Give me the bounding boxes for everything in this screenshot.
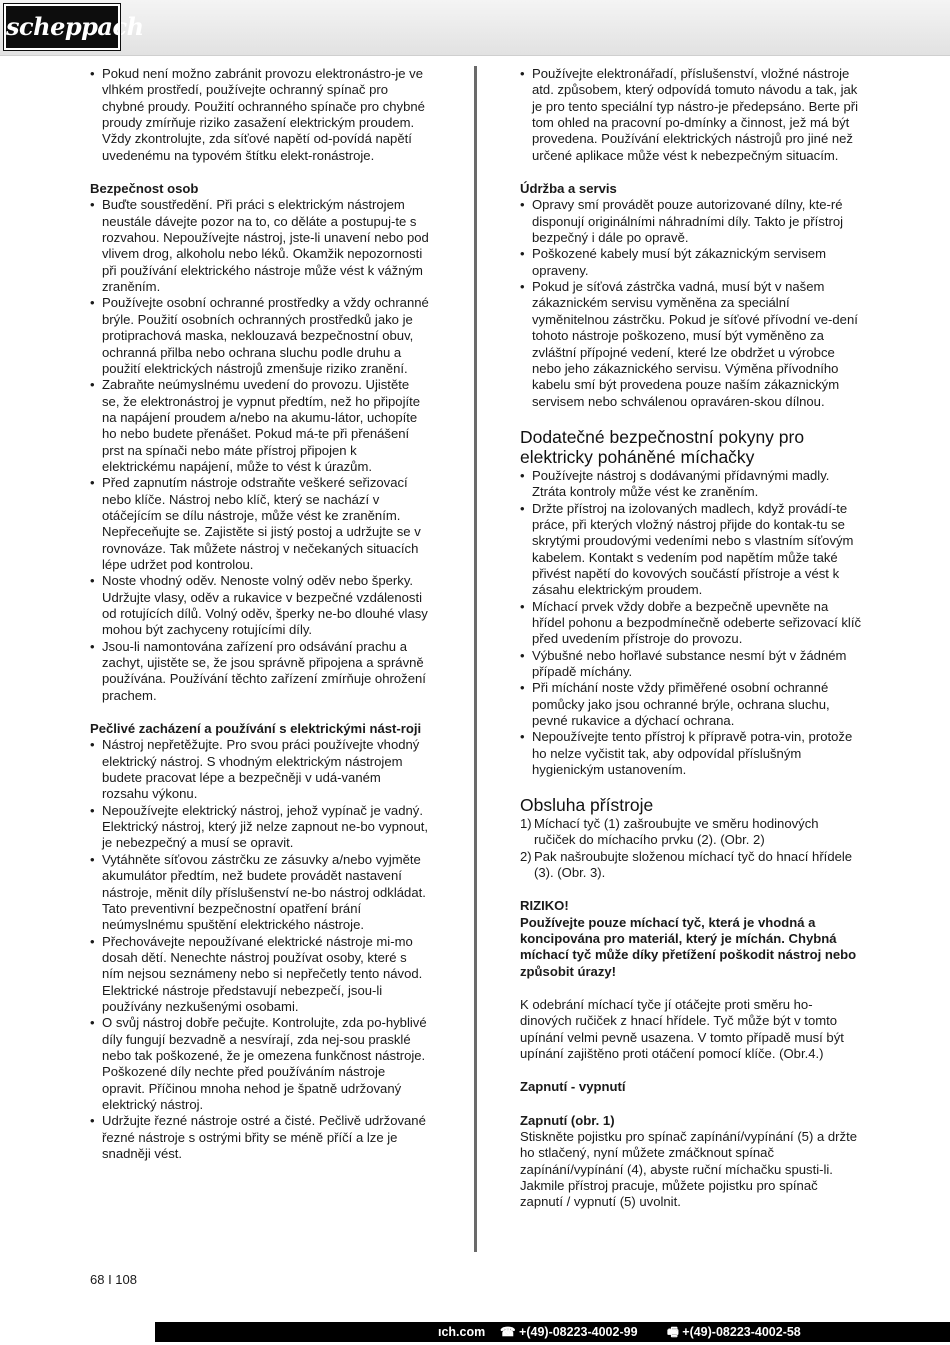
list-item: • Přechovávejte nepoužívané elektrické nástroje mi-mo dosah dětí. Nenechte nástroj používat osoby, které s ním nejsou seznámeny nebo si nepřečetly tento návod. Elektrické nástroje představují nebezpečí, jsou-li používány nezkušenými osobami. [90,934,430,1016]
careful-use-list [90,737,430,1162]
step-number: 1) [520,815,532,831]
operation-steps [520,816,862,881]
footer-phone: ☎ +(49)-08223-4002-99 [500,1325,638,1339]
list-item: • Při míchání noste vždy přiměřené osobní ochranné pomůcky jako jsou ochranné brýle, ochrana sluchu, pevné rukavice a dýchací ochrana. [520,680,862,729]
step-item [520,849,862,882]
list-item: • Opravy smí provádět pouze autorizované dílny, kte-ré disponují originálními náhradními díly. Takto je přístroj bezpečný i dále po opravě. [520,197,862,246]
footer-contact-bar [155,1322,950,1342]
heading-switch: Zapnutí - vypnutí [520,1079,626,1095]
list-item: • Vytáhněte síťovou zástrčku ze zásuvky a/nebo vyjměte akumulátor předtím, než budete provádět nastavení nástroje, měnit díly příslušenství ne-bo nástroj odkládat. Tato preventivní bezpečnostní opatření brání neúmyslnému spuštění elektrického nástroje. [90,852,430,934]
list-item: • Používejte osobní ochranné prostředky a vždy ochranné brýle. Použití osobních ochranných prostředků jako je protiprachová maska, neklouzavá bezpečnostní obuv, ochranná přilba nebo ochrana sluchu podle druhu a použití elektrických nástrojů zmenšuje riziko zranění. [90,295,430,377]
list-item: • Jsou-li namontována zařízení pro odsávání prachu a zachyt, ujistěte se, že jsou správně připojena a správně používána. Používání těchto zařízení zmírňuje ohrožení prachem. [90,639,430,704]
heading-mixer-safety: Dodatečné bezpečnostní pokyny pro elektricky poháněné míchačky [520,426,805,468]
list-item: • Nepoužívejte tento přístroj k přípravě potra-vin, protože ho nelze vyčistit tak, aby odpovídal příslušným hygienickým ustanovením. [520,729,862,778]
list-item: • Výbušné nebo hořlavé substance nesmí být v žádném případě míchány. [520,648,862,681]
header-bar [0,0,950,56]
switch-on-paragraph: Stiskněte pojistku pro spínač zapínání/vypínání (5) a držte ho stlačený, nyní můžete zmáčknout spínač zapínání/vypínání (4), abyste ruční míchačku spusti-li. Jakmile přístroj pracuje, můžete pojistku pro spínač zapnutí / vypnutí (5) uvolnit. [520,1129,857,1210]
heading-careful-use: Pečlivé zacházení a používání s elektrickými nást-roji [90,721,422,737]
step-text: Míchací tyč (1) zašroubujte ve směru hodinových ručiček do míchacího prvku (2). (Obr. 2) [534,815,819,848]
list-item: • Zabraňte neúmyslnému uvedení do provozu. Ujistěte se, že elektronástroj je vypnut předtím, než ho připojíte na napájení proudem a/nebo na akumu-látor, uchopíte ho nebo budete přenášet. Pokud má-te při přenášení prst na spínači nebo máte přístroj připojen k elektrickému napájení, může to vést k úrazům. [90,377,430,475]
heading-personal-safety: Bezpečnost osob [90,181,199,197]
step-item [520,816,862,849]
list-item: • Pokud není možno zabránit provozu elektronástro-je ve vlhkém prostředí, používejte ochranný spínač pro chybné proudy. Použití ochranného spínače pro chybné proudy zmírňuje riziko zasažení elektrickým proudem. Vždy zkontrolujte, zda síťové napětí od-povídá napětí uvedenému na typovém štítku elekt-ronástroje. [90,66,430,164]
mixer-safety-list [520,468,862,779]
list-item: • Před zapnutím nástroje odstraňte veškeré seřizovací nebo klíče. Nástroj nebo klíč, který se nachází v otáčejícím se dílu nástroje, může vést ke zraněním. Nepřeceňujte se. Zajistěte si jistý postoj a udržujte se v rovnováze. Tak můžete nástroj v nečekaných situacích lépe udržet pod kontrolou. [90,475,430,573]
brand-logo: scheppach [4,4,120,50]
heading-switch-on: Zapnutí (obr. 1) [520,1112,615,1128]
page-number: 68 I 108 [90,1272,137,1287]
step-number: 2) [520,848,532,864]
warning-text: Používejte pouze míchací tyč, která je vhodná a koncipována pro materiál, který je míchán. Chybná míchací tyč může díky přetížení poškodit nástroj nebo způsobit úrazy! [520,914,857,979]
removal-paragraph: K odebrání míchací tyče jí otáčejte proti směru ho-dinových ručiček z hnací hřídele. Tyč může být v tomto upínání velmi pevně usazena. V tomto případě musí být upínání zajištěno proti otáčení pomocí klíče. (Obr.4.) [520,997,844,1062]
warning-title: RIZIKO! [520,898,569,914]
list-item: • Používejte nástroj s dodávanými přídavnými madly. Ztráta kontroly může vést ke zraněním. [520,468,862,501]
heading-maintenance: Údržba a servis [520,181,617,197]
heading-operation: Obsluha přístroje [520,795,654,816]
footer-website: ıch.com [438,1325,486,1339]
list-item: • Noste vhodný oděv. Nenoste volný oděv nebo šperky. Udržujte vlasy, oděv a rukavice v bezpečné vzdálenosti od rotujících dílů. Volný oděv, šperky ne-bo dlouhé vlasy mohou být zachyceny rotujícími díly. [90,573,430,638]
list-item: • Poškozené kabely musí být zákaznickým servisem opraveny. [520,246,862,279]
list-item: • Pokud je síťová zástrčka vadná, musí být v našem zákaznickém servisu vyměněna za speciální vyměnitelnou zástrčku. Pokud je síťové přívodní ve-dení tohoto nástroje poškozeno, musí být vyměněno za zvláštní přípojné vedení, které lze obdržet u výrobce nebo jeho zákaznického servisu. Výměna přívodního kabelu smí být provedena pouze naším zákaznickým servisem nebo schválenou opraváren-skou dílnou. [520,279,862,410]
list-item: • O svůj nástroj dobře pečujte. Kontrolujte, zda po-hyblivé díly fungují bezvadně a nesvírají, zda nej-sou prasklé nebo tak poškozené, že je omezena funkčnost nástroje. Poškozené díly nechte před používáním nástroje opravit. Příčinou mnoha nehod je špatně udržovaný elektrický nástroj. [90,1015,430,1113]
list-item: • Míchací prvek vždy dobře a bezpečně upevněte na hřídel pohonu a bezpodmínečně odeberte seřizovací klíč před uvedením přístroje do provozu. [520,599,862,648]
list-item: • Držte přístroj na izolovaných madlech, když provádí-te práce, při kterých vložný nástroj přijde do kontak-tu se skrytými proudovými vedeními nebo s vlastním síťovým kabelem. Kontakt s vedením pod napětím může také přivést napětí do kovových součástí přístroje a vést k zásahu elektrickým proudem. [520,501,862,599]
right-column [520,66,862,1211]
list-item: • Buďte soustředění. Při práci s elektrickým nástrojem neustále dávejte pozor na to, co děláte a postupuj-te s rozvahou. Nepoužívejte nástroj, jste-li unavení nebo pod vlivem drog, alkoholu nebo léků. Okamžik nepozornosti při používání elektrického nástroje může vést k vážným zraněním. [90,197,430,295]
column-divider [474,66,477,1252]
step-text: Pak našroubujte složenou míchací tyč do hnací hřídele (3). (Obr. 3). [534,848,853,880]
list-item: • Udržujte řezné nástroje ostré a čisté. Pečlivě udržované řezné nástroje s ostrými břity se méně příčí a lze je snadněji vést. [90,1113,430,1162]
footer-fax: 🖷 +(49)-08223-4002-58 [667,1325,801,1339]
left-intro-list [90,66,430,164]
list-item: • Nepoužívejte elektrický nástroj, jehož vypínač je vadný. Elektrický nástroj, který již nelze zapnout ne-bo vypnout, je nebezpečný a musí se opravit. [90,803,430,852]
list-item: • Používejte elektronářadí, příslušenství, vložné nástroje atd. způsobem, který odpovídá tomuto návodu a tak, jak je pro tento speciální typ nástro-je předepsáno. Berte při tom ohled na pracovní po-dmínky a činnost, jež má být provedena. Používání elektrických nástrojů pro jiné než určené aplikace může vést k nebezpečným situacím. [520,66,862,164]
left-column [90,66,430,1162]
personal-safety-list [90,197,430,704]
right-intro-list [520,66,862,164]
maintenance-list [520,197,862,409]
list-item: • Nástroj nepřetěžujte. Pro svou práci používejte vhodný elektrický nástroj. S vhodným elektrickým nástrojem budete pracovat lépe a bezpečněji v udá-vaném rozsahu výkonu. [90,737,430,802]
